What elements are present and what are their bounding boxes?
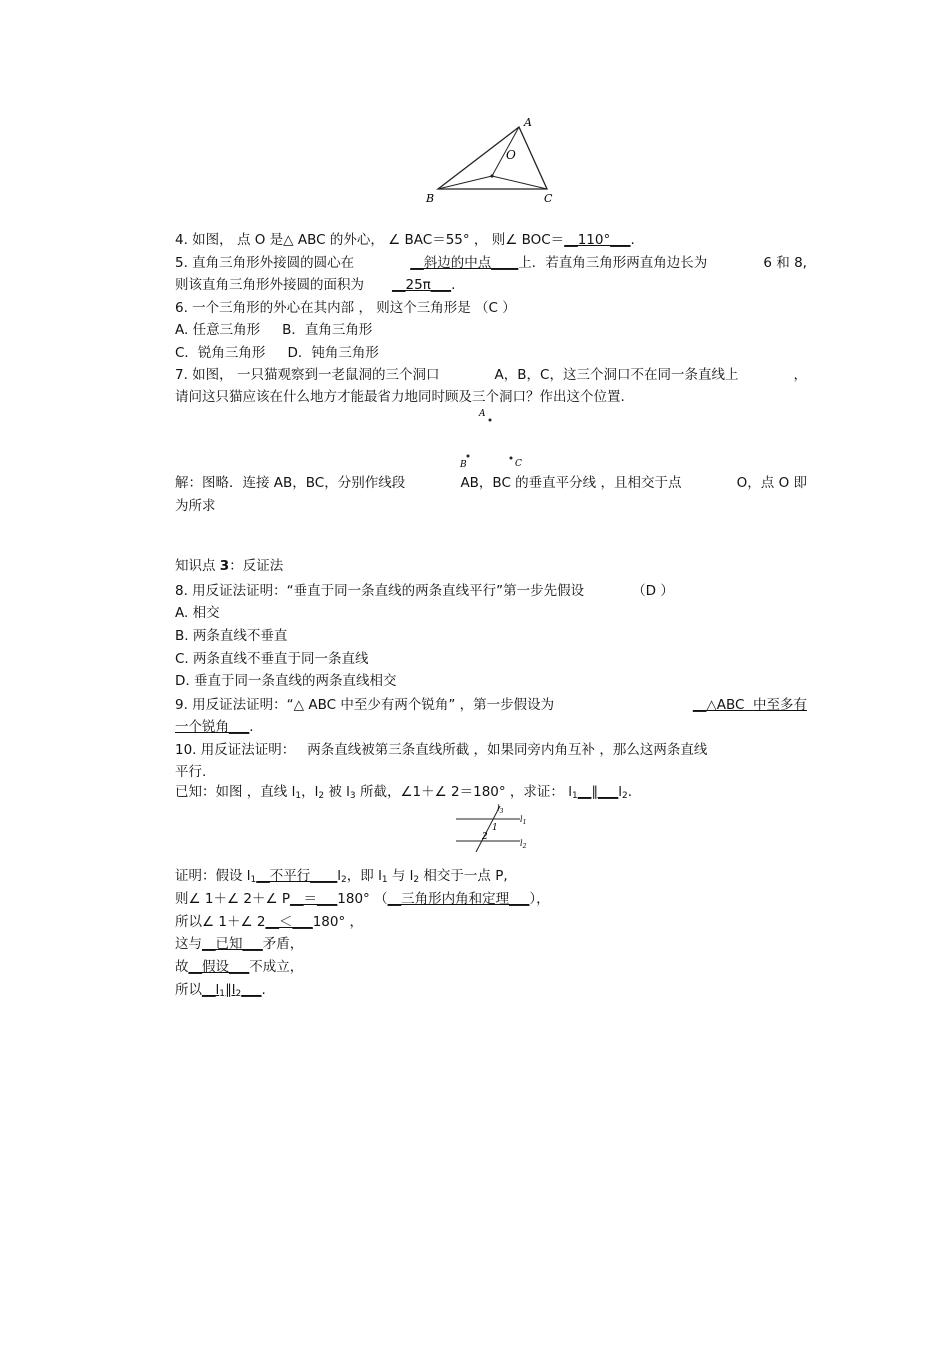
q7-line2-text: 请问这只猫应该在什么地方才能最省力地同时顾及三个洞口？作出这个位置. — [175, 389, 625, 405]
proof-line1 — [175, 867, 807, 889]
q8-line — [175, 582, 807, 600]
proof-line2 — [175, 890, 807, 908]
label-l2: $l_2$ — [520, 839, 527, 850]
label-A: A — [524, 116, 532, 129]
q10-line1-a: 10. 用反证法证明： — [175, 742, 296, 758]
q5-line2-a: 则该直角三角形外接圆的面积为 — [175, 277, 364, 293]
kp3-num: 3 — [219, 558, 230, 574]
q7-line1 — [175, 366, 807, 384]
q6-text: 6. 一个三角形的外心在其内部 ， 则这个三角形是 （C ） — [175, 300, 516, 316]
q8-opt-c-line — [175, 650, 807, 668]
q5-line1 — [175, 254, 807, 272]
proof6-a: 所以 — [175, 982, 202, 998]
q7-sol-b: AB，BC 的垂直平分线 ，且相交于点 — [460, 475, 682, 491]
sub-1: 1 — [219, 989, 225, 999]
q10-line2 — [175, 763, 807, 781]
q5-line2 — [175, 276, 807, 294]
q8-opt-b: B. 两条直线不垂直 — [175, 628, 288, 644]
proof4-a: 这与 — [175, 936, 202, 952]
q10-given-a: 已知：如图 ，直线 l — [175, 784, 296, 800]
proof6-answer-a: __l — [202, 982, 220, 998]
sub-2: 2 — [318, 791, 325, 801]
proof6-answer-b: ∥l — [225, 982, 236, 998]
label-B: B — [460, 460, 467, 470]
label-C: C — [515, 459, 522, 469]
q8-answer: （D ） — [632, 583, 674, 599]
sub-2: 2 — [413, 875, 420, 885]
q6-opt-c: C．锐角三角形 — [175, 345, 266, 361]
q8-opt-d: D. 垂直于同一条直线的两条直线相交 — [175, 673, 397, 689]
q6-line — [175, 299, 807, 317]
q10-given-end: . — [627, 784, 633, 800]
q5-line1-a: 5. 直角三角形外接圆的圆心在 — [175, 255, 355, 271]
proof5-answer: __假设___ — [188, 959, 250, 975]
q7-line2 — [175, 388, 807, 406]
q5-line1-c: 6 和 8, — [763, 255, 807, 271]
sub-1: 1 — [295, 791, 302, 801]
q10-line1-b: 两条直线被第三条直线所截 ，如果同旁内角互补 ，那么这两条直线 — [307, 742, 708, 758]
proof-line3 — [175, 913, 807, 931]
proof2-answer2: __三角形内角和定理___ — [387, 891, 530, 907]
angle-1: 1 — [492, 823, 498, 833]
q4-end: . — [630, 232, 635, 248]
q5-answer-2: __25π___ — [392, 277, 452, 293]
q6-opt-b: B．直角三角形 — [282, 322, 373, 338]
label-B: B — [426, 192, 435, 205]
q9-blank: ___ — [229, 719, 250, 735]
proof5-a: 故 — [175, 959, 189, 975]
proof1-d: 与 l — [387, 868, 414, 884]
sub-1: 1 — [381, 875, 388, 885]
proof1-c: ，即 l — [346, 868, 382, 884]
proof1-a: 证明：假设 l — [175, 868, 251, 884]
q7-solution-line2 — [175, 497, 807, 515]
q10-given-answer: __∥___ — [577, 784, 619, 800]
proof-line4 — [175, 935, 807, 953]
proof1-answer: __不平行____ — [256, 868, 338, 884]
proof5-b: 不成立， — [249, 959, 304, 975]
proof2-answer: __＝___ — [290, 891, 338, 907]
q7-sol-line2: 为所求 — [175, 498, 216, 514]
angle-2: 2 — [482, 832, 488, 842]
proof2-b: 180° （ — [337, 891, 388, 907]
q10-given-e: l — [618, 784, 622, 800]
q10-given-d: 所截，∠1＋∠ 2＝180° ，求证： l — [355, 784, 572, 800]
q8-opt-a-line — [175, 604, 807, 622]
proof6-end: . — [261, 982, 266, 998]
q7-line1-b: A，B，C，这三个洞口不在同一条直线上 — [494, 367, 739, 383]
q5-answer-1: __斜边的中点____ — [410, 255, 519, 271]
sub-3: 3 — [349, 791, 356, 801]
q6-options-1 — [175, 321, 807, 339]
three-holes-figure — [450, 405, 535, 470]
q7-sol-c: O，点 O 即 — [736, 475, 807, 491]
q10-given — [175, 783, 807, 805]
proof4-answer: __已知___ — [202, 936, 263, 952]
sub-2: 2 — [341, 875, 347, 885]
q6-opt-d: D．钝角三角形 — [287, 345, 379, 361]
q4-text: 4. 如图， 点 O 是△ ABC 的外心， ∠ BAC＝55° ， 则∠ BOC＝ — [175, 232, 565, 248]
proof6-answer-c: ___ — [241, 982, 262, 998]
triangle-figure — [420, 112, 565, 212]
q10-line2-text: 平行. — [175, 764, 207, 780]
parallel-lines-figure — [450, 803, 535, 853]
q8-text: 8. 用反证法证明：“垂直于同一条直线的两条直线平行”第一步先假设 — [175, 583, 585, 599]
proof3-b: 180° ， — [312, 914, 364, 930]
label-A: A — [479, 409, 486, 419]
q5-line1-b: 上．若直角三角形两直角边长为 — [518, 255, 708, 271]
q6-options-2 — [175, 344, 807, 362]
label-l1: $l_1$ — [520, 815, 527, 826]
sub-2: 2 — [235, 989, 242, 999]
sub-2: 2 — [621, 791, 628, 801]
q7-solution-line1 — [175, 474, 807, 492]
proof1-b: l — [337, 868, 342, 884]
sub-1: 1 — [571, 791, 578, 801]
proof2-a: 则∠ 1＋∠ 2＋∠ P — [175, 891, 291, 907]
proof6-answer — [202, 982, 262, 998]
sub-1: 1 — [250, 875, 257, 885]
q9-answer-1: __△ABC 中至多有 — [692, 697, 807, 713]
q8-opt-a: A. 相交 — [175, 605, 220, 621]
q10-line1 — [175, 741, 807, 759]
proof-line6 — [175, 981, 807, 1003]
label-O: O — [506, 148, 516, 162]
proof1-e: 相交于一点 P, — [419, 868, 508, 884]
proof2-c: ）， — [529, 891, 550, 907]
q9-answer-2: 一个锐角 — [175, 719, 229, 735]
q9-line2 — [175, 718, 807, 736]
q7-sol-a: 解：图略．连接 AB，BC，分别作线段 — [175, 475, 406, 491]
proof-line5 — [175, 958, 807, 976]
q5-line2-end: . — [451, 277, 456, 293]
knowledge-point-3 — [175, 557, 807, 575]
q7-line1-a: 7. 如图， 一只猫观察到一老鼠洞的三个洞口 — [175, 367, 440, 383]
q4-answer: __110°___ — [564, 232, 631, 248]
q9-end: . — [249, 719, 254, 735]
q4-line — [175, 231, 807, 249]
q9-line1 — [175, 696, 807, 714]
kp3-rest: ：反证法 — [229, 558, 284, 574]
q8-opt-c: C. 两条直线不垂直于同一条直线 — [175, 651, 369, 667]
label-l3: $l_3$ — [497, 804, 504, 815]
q10-given-b: ，l — [301, 784, 319, 800]
q6-opt-a: A. 任意三角形 — [175, 322, 261, 338]
q8-opt-d-line — [175, 672, 807, 690]
q8-opt-b-line — [175, 627, 807, 645]
q9-line1-a: 9. 用反证法证明：“△ ABC 中至少有两个锐角” ，第一步假设为 — [175, 697, 555, 713]
label-C: C — [544, 192, 553, 205]
q7-line1-c: ， — [793, 367, 807, 383]
proof4-b: 矛盾， — [262, 936, 304, 952]
kp3-label: 知识点 — [175, 558, 220, 574]
q10-given-c: 被 l — [324, 784, 350, 800]
proof3-answer: __＜___ — [265, 914, 313, 930]
proof3-a: 所以∠ 1＋∠ 2 — [175, 914, 266, 930]
